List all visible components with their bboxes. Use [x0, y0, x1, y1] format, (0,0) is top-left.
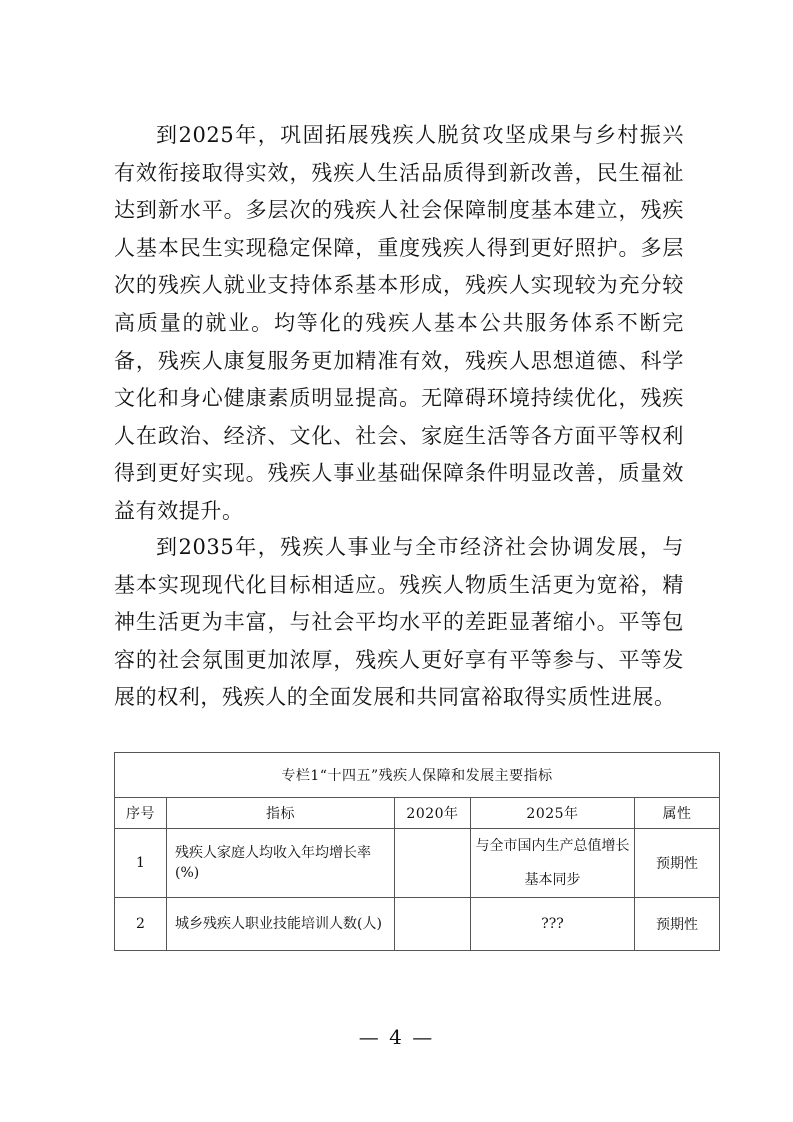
- cell-no: 2: [115, 898, 167, 951]
- indicators-table: [114, 752, 720, 951]
- header-2025: 2025年: [471, 798, 635, 829]
- table-caption: 专栏1“十四五”残疾人保障和发展主要指标: [115, 753, 720, 798]
- cell-2020: [395, 898, 471, 951]
- cell-2025: ???: [471, 898, 635, 951]
- header-indicator: 指标: [167, 798, 395, 829]
- page-number: — 4 —: [358, 1025, 435, 1049]
- header-2020: 2020年: [395, 798, 471, 829]
- paragraph-2035-goals: 到2035年，残疾人事业与全市经济社会协调发展，与基本实现现代化目标相适应。残疾人物质生活更为宽裕，精神生活更为丰富，与社会平均水平的差距显著缩小。平等包容的社会氛围更加浓厚，残疾人更好享有平等参与、平等发展的权利，残疾人的全面发展和共同富裕取得实质性进展。: [114, 535, 684, 710]
- paragraph-2025-goals: 到2025年，巩固拓展残疾人脱贫攻坚成果与乡村振兴有效衔接取得实效，残疾人生活品质得到新改善，民生福祉达到新水平。多层次的残疾人社会保障制度基本建立，残疾人基本民生实现稳定保障，重度残疾人得到更好照护。多层次的残疾人就业支持体系基本形成，残疾人实现较为充分较高质量的就业。均等化的残疾人基本公共服务体系不断完备，残疾人康复服务更加精准有效，残疾人思想道德、科学文化和身心健康素质明显提高。无障碍环境持续优化，残疾人在政治、经济、文化、社会、家庭生活等各方面平等权利得到更好实现。残疾人事业基础保障条件明显改善，质量效益有效提升。: [114, 123, 684, 523]
- cell-attribute: 预期性: [635, 829, 720, 898]
- table-caption-row: [115, 753, 720, 798]
- header-no: 序号: [115, 798, 167, 829]
- table-row: [115, 898, 720, 951]
- cell-2025: 与全市国内生产总值增长基本同步: [471, 829, 635, 898]
- cell-no: 1: [115, 829, 167, 898]
- table-header-row: [115, 798, 720, 829]
- cell-attribute: 预期性: [635, 898, 720, 951]
- header-attribute: 属性: [635, 798, 720, 829]
- cell-2020: [395, 829, 471, 898]
- cell-indicator: 城乡残疾人职业技能培训人数(人): [167, 898, 395, 951]
- cell-indicator: 残疾人家庭人均收入年均增长率(%): [167, 829, 395, 898]
- table-row: [115, 829, 720, 898]
